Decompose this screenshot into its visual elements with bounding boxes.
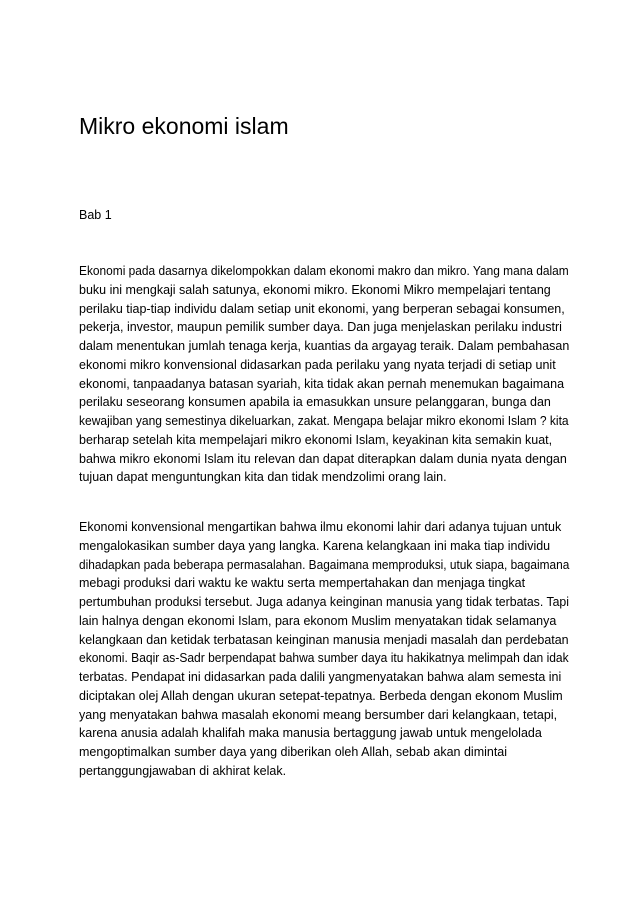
paragraph-line: ekonomi mikro konvensional didasarkan pada perilaku yang nyata terjadi di setiap unit [79,357,556,372]
paragraph-line: pekerja, investor, maupun pemilik sumber daya. Dan juga menjelaskan perilaku industri [79,320,562,335]
paragraph-line: dihadapkan pada beberapa permasalahan. Bagaimana memproduksi, utuk siapa, bagaimana [79,557,570,572]
paragraph-line: lain halnya dengan ekonomi Islam, para ekonom Muslim menyatakan tidak selamanya [79,613,557,628]
paragraph-line: mengoptimalkan sumber daya yang diberikan oleh Allah, sebab akan dimintai [79,745,508,759]
paragraph-2 [79,518,569,781]
paragraph-line: ekonomi. Baqir as-Sadr berpendapat bahwa sumber daya itu hakikatnya melimpah dan idak [79,651,569,666]
paragraph-line: diciptakan olej Allah dengan ukuran setepat-tepatnya. Berbeda dengan ekonom Muslim [79,688,563,703]
paragraph-line: mebagi produksi dari waktu ke waktu serta mempertahakan dan menjaga tingkat [79,576,526,591]
paragraph-line: karena anusia adalah khalifah maka manusia bertaggung jawab untuk mengelolada [79,726,542,741]
chapter-heading: Bab 1 [79,208,112,222]
document-title: Mikro ekonomi islam [79,113,289,139]
paragraph-line: bahwa mikro ekonomi Islam itu relevan dan dapat diterapkan dalam dunia nyata dengan [79,451,567,466]
paragraph-line: Ekonomi konvensional mengartikan bahwa ilmu ekonomi lahir dari adanya tujuan untuk [79,520,562,534]
paragraph-line: dalam menentukan jumlah tenaga kerja, kuantias da argayag teraik. Dalam pembahasan [79,339,570,353]
paragraph-line: berharap setelah kita mempelajari mikro ekonomi Islam, keyakinan kita semakin kuat, [79,432,553,447]
paragraph-line: kelangkaan dan ketidak terbatasan keinginan manusia menjadi masalah dan perdebatan [79,632,569,647]
paragraph-line: ekonomi, tanpaadanya batasan syariah, kita tidak akan pernah menemukan bagaimana [79,376,565,391]
paragraph-line: tujuan dapat menguntungkan kita dan tidak mendzolimi orang lain. [79,470,447,485]
paragraph-line: mengalokasikan sumber daya yang langka. Karena kelangkaan ini maka tiap individu [79,538,551,553]
paragraph-line: yang menyatakan bahwa masalah ekonomi meang bersumber dari kelangkaan, tetapi, [79,707,558,722]
paragraph-line: kewajiban yang semestinya dikeluarkan, zakat. Mengapa belajar mikro ekonomi Islam ? kita [79,414,569,428]
paragraph-line: terbatas. Pendapat ini didasarkan pada dalili yangmenyatakan bahwa alam semesta ini [79,670,562,684]
paragraph-line: buku ini mengkaji salah satunya, ekonomi mikro. Ekonomi Mikro mempelajari tentang [79,282,551,297]
paragraph-line: pertumbuhan produksi tersebut. Juga adanya keinginan manusia yang tidak terbatas. Tapi [79,595,570,609]
paragraph-line: Ekonomi pada dasarnya dikelompokkan dalam ekonomi makro dan mikro. Yang mana dalam [79,264,569,278]
paragraph-1 [79,262,569,487]
paragraph-line: pertanggungjawaban di akhirat kelak. [79,763,287,778]
paragraph-line: perilaku tiap-tiap individu dalam setiap unit ekonomi, yang berperan sebagai konsumen, [79,301,565,316]
paragraph-line: perilaku seseorang konsumen apabila ia emasukkan unsure pelanggaran, bunga dan [79,395,551,410]
